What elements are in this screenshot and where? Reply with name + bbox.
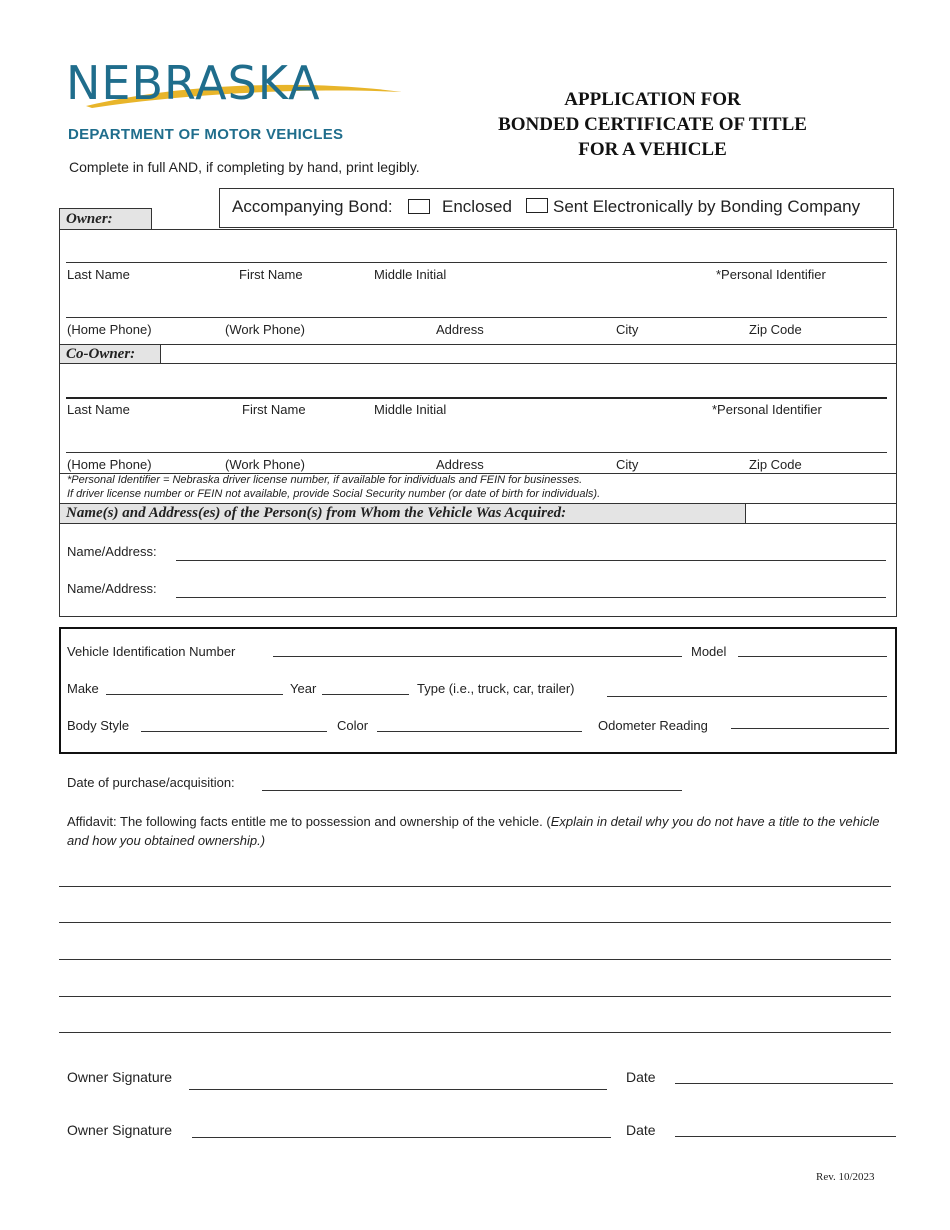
title-line-2: BONDED CERTIFICATE OF TITLE — [498, 114, 807, 135]
owner-first-name-label: First Name — [239, 267, 303, 282]
coowner-zip-label: Zip Code — [749, 457, 802, 472]
coowner-work-phone-label: (Work Phone) — [225, 457, 305, 472]
footnote-line-2: If driver license number or FEIN not available, provide Social Security number (or date of birth for individuals). — [67, 488, 601, 500]
owner-name-line[interactable] — [66, 262, 887, 263]
owner-signature-line-2[interactable] — [192, 1137, 611, 1138]
enclosed-checkbox[interactable] — [408, 199, 430, 214]
purchase-date-label: Date of purchase/acquisition: — [67, 775, 235, 790]
acquired-heading-right — [745, 503, 897, 524]
owner-work-phone-label: (Work Phone) — [225, 322, 305, 337]
accompanying-bond-box — [219, 188, 894, 228]
acquired-section — [59, 523, 897, 617]
owner-signature-label-2: Owner Signature — [67, 1122, 173, 1138]
affidavit-line-2[interactable] — [59, 922, 891, 923]
owner-last-name-label: Last Name — [67, 267, 130, 282]
owner-address-label: Address — [436, 322, 484, 337]
coowner-contact-line[interactable] — [66, 452, 887, 453]
coowner-section-top — [160, 344, 897, 364]
affidavit-statement: Affidavit: The following facts entitle me to possession and ownership of the vehicle. ( — [67, 814, 551, 829]
signature-date-line-1[interactable] — [675, 1083, 893, 1084]
owner-signature-label-1: Owner Signature — [67, 1069, 173, 1085]
vin-line[interactable] — [273, 656, 682, 657]
acquired-name-line-1[interactable] — [176, 560, 886, 561]
signature-date-label-1: Date — [626, 1069, 656, 1085]
make-line[interactable] — [106, 694, 283, 695]
body-style-line[interactable] — [141, 731, 327, 732]
model-line[interactable] — [738, 656, 887, 657]
owner-heading: Owner: — [59, 208, 152, 230]
color-label: Color — [337, 718, 369, 733]
coowner-home-phone-label: (Home Phone) — [67, 457, 152, 472]
owner-home-phone-label: (Home Phone) — [67, 322, 152, 337]
affidavit-line-3[interactable] — [59, 959, 891, 960]
coowner-name-line[interactable] — [66, 397, 887, 399]
page-title — [470, 87, 835, 162]
make-label: Make — [67, 681, 99, 696]
type-line[interactable] — [607, 696, 887, 697]
signature-date-line-2[interactable] — [675, 1136, 896, 1137]
affidavit-line-1[interactable] — [59, 886, 891, 887]
coowner-middle-initial-label: Middle Initial — [374, 402, 447, 417]
coowner-heading: Co-Owner: — [59, 344, 161, 364]
year-label: Year — [290, 681, 317, 696]
title-line-3: FOR A VEHICLE — [578, 139, 727, 160]
color-line[interactable] — [377, 731, 582, 732]
affidavit-instruction: Explain in detail why you do not have a title to the vehicle and how you obtained ownership.) — [67, 814, 880, 848]
model-label: Model — [691, 644, 727, 659]
body-style-label: Body Style — [67, 718, 130, 733]
enclosed-label: Enclosed — [442, 197, 512, 216]
owner-middle-initial-label: Middle Initial — [374, 267, 447, 282]
nebraska-logo — [66, 56, 406, 112]
department-name: DEPARTMENT OF MOTOR VEHICLES — [68, 126, 344, 143]
type-label: Type (i.e., truck, car, trailer) — [417, 681, 575, 696]
coowner-city-label: City — [616, 457, 639, 472]
owner-city-label: City — [616, 322, 639, 337]
acquired-heading: Name(s) and Address(es) of the Person(s) from Whom the Vehicle Was Acquired: — [59, 503, 746, 524]
coowner-last-name-label: Last Name — [67, 402, 130, 417]
coowner-first-name-label: First Name — [242, 402, 306, 417]
coowner-address-label: Address — [436, 457, 484, 472]
electronic-label: Sent Electronically by Bonding Company — [553, 197, 861, 216]
owner-zip-label: Zip Code — [749, 322, 802, 337]
purchase-date-line[interactable] — [262, 790, 682, 791]
logo-word: NEBRASKA — [66, 56, 321, 110]
owner-personal-identifier-label: *Personal Identifier — [716, 267, 826, 282]
revision-date: Rev. 10/2023 — [816, 1171, 875, 1183]
acquired-name-line-2[interactable] — [176, 597, 886, 598]
signature-date-label-2: Date — [626, 1122, 656, 1138]
acquired-name-label-2: Name/Address: — [67, 581, 157, 596]
owner-contact-line[interactable] — [66, 317, 887, 318]
vin-label: Vehicle Identification Number — [67, 644, 236, 659]
affidavit-line-5[interactable] — [59, 1032, 891, 1033]
title-line-1: APPLICATION FOR — [564, 89, 741, 110]
bond-label: Accompanying Bond: — [232, 197, 393, 216]
coowner-personal-identifier-label: *Personal Identifier — [712, 402, 822, 417]
acquired-name-label-1: Name/Address: — [67, 544, 157, 559]
affidavit-line-4[interactable] — [59, 996, 891, 997]
electronic-checkbox[interactable] — [526, 198, 548, 213]
footnote-line-1: *Personal Identifier = Nebraska driver license number, if available for individuals and FEIN for businesses. — [67, 474, 583, 486]
odometer-label: Odometer Reading — [598, 718, 708, 733]
year-line[interactable] — [322, 694, 409, 695]
instructions: Complete in full AND, if completing by hand, print legibly. — [69, 159, 420, 175]
affidavit-text — [67, 812, 892, 850]
owner-signature-line-1[interactable] — [189, 1089, 607, 1090]
odometer-line[interactable] — [731, 728, 889, 729]
